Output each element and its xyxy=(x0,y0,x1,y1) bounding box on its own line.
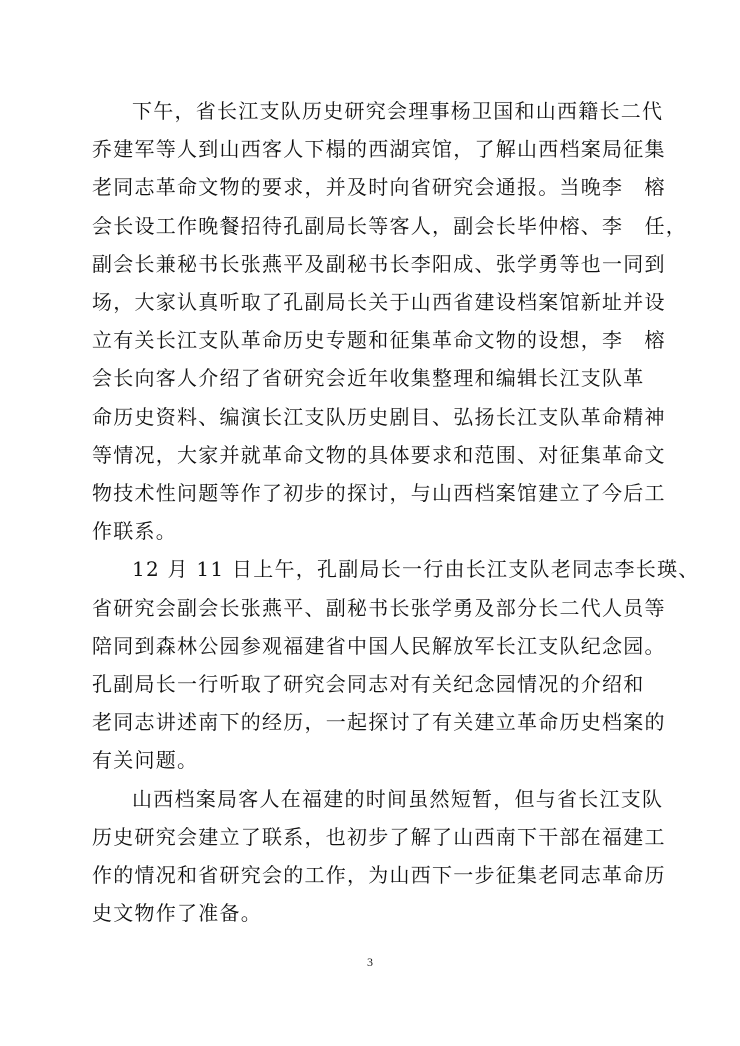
paragraph-line: 作联系。 xyxy=(92,519,177,544)
paragraph-2 xyxy=(92,550,700,779)
paragraph-line: 作的情况和省研究会的工作，为山西下一步征集老同志革命历 xyxy=(92,863,666,888)
paragraph-line: 物技术性问题等作了初步的探讨，与山西档案馆建立了今后工 xyxy=(92,481,666,506)
document-body xyxy=(92,92,700,932)
paragraph-line: 历史研究会建立了联系，也初步了解了山西南下干部在福建工 xyxy=(92,824,666,849)
paragraph-line: 老同志讲述南下的经历，一起探讨了有关建立革命历史档案的 xyxy=(92,710,666,735)
paragraph-line: 乔建军等人到山西客人下榻的西湖宾馆，了解山西档案局征集 xyxy=(92,137,666,162)
paragraph-line: 等情况，大家并就革命文物的具体要求和范围、对征集革命文 xyxy=(92,442,666,467)
paragraph-line: 12 月 11 日上午，孔副局长一行由长江支队老同志李长瑛、 xyxy=(132,557,700,582)
paragraph-line: 老同志革命文物的要求，并及时向省研究会通报。当晚李 榕 xyxy=(92,175,666,200)
paragraph-1 xyxy=(92,92,687,550)
paragraph-line: 山西档案局客人在福建的时间虽然短暂，但与省长江支队 xyxy=(132,786,664,811)
paragraph-line: 场，大家认真听取了孔副局长关于山西省建设档案馆新址并设 xyxy=(92,290,666,315)
paragraph-line: 省研究会副会长张燕平、副秘书长张学勇及部分长二代人员等 xyxy=(92,595,666,620)
paragraph-line: 命历史资料、编演长江支队历史剧目、弘扬长江支队革命精神 xyxy=(92,404,666,429)
paragraph-line: 史文物作了准备。 xyxy=(92,901,262,926)
paragraph-line: 下午，省长江支队历史研究会理事杨卫国和山西籍长二代 xyxy=(132,99,664,123)
paragraph-line: 孔副局长一行听取了研究会同志对有关纪念园情况的介绍和 xyxy=(92,672,645,697)
paragraph-3 xyxy=(92,780,666,933)
paragraph-line: 有关问题。 xyxy=(92,748,199,773)
paragraph-line: 会长设工作晚餐招待孔副局长等客人，副会长毕仲榕、李 任， xyxy=(92,213,687,238)
paragraph-line: 陪同到森林公园参观福建省中国人民解放军长江支队纪念园。 xyxy=(92,633,666,658)
paragraph-line: 立有关长江支队革命历史专题和征集革命文物的设想，李 榕 xyxy=(92,328,666,353)
paragraph-line: 副会长兼秘书长张燕平及副秘书长李阳成、张学勇等也一同到 xyxy=(92,251,666,276)
page-number: 3 xyxy=(367,955,373,969)
paragraph-line: 会长向客人介绍了省研究会近年收集整理和编辑长江支队革 xyxy=(92,366,645,391)
